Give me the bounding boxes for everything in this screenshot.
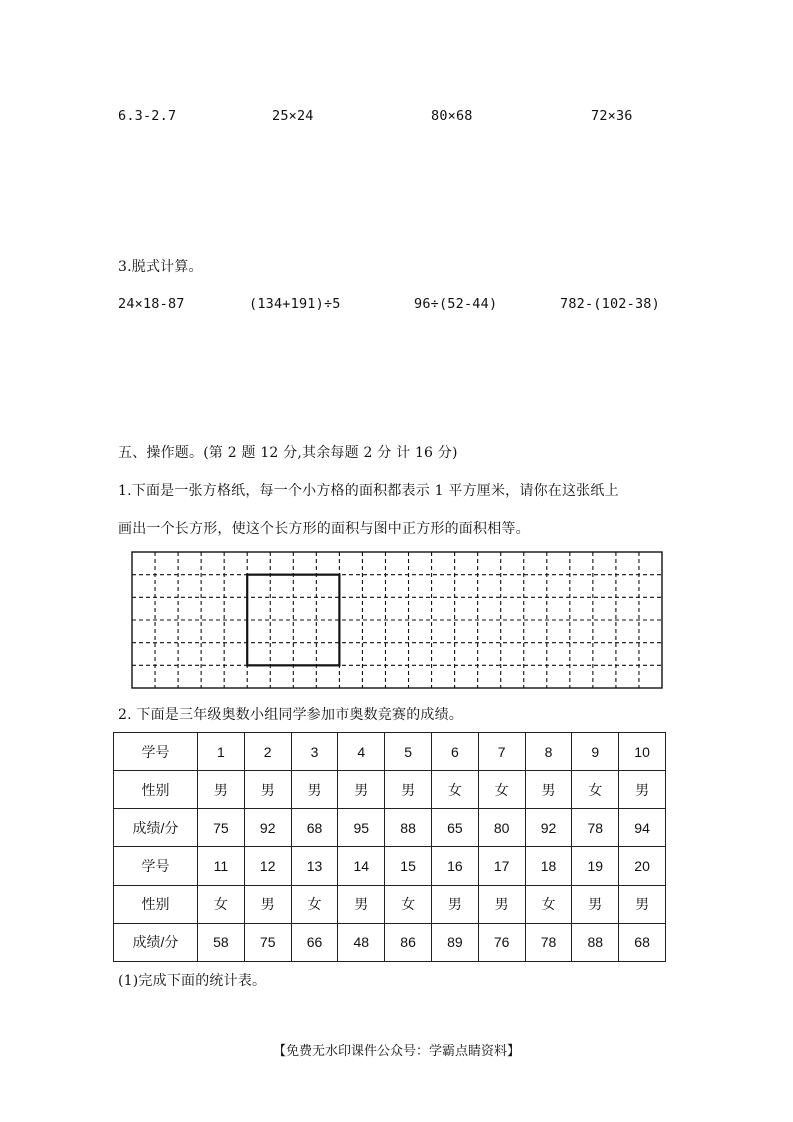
- table-cell: 女: [198, 885, 245, 923]
- table-cell: 88: [572, 923, 619, 961]
- table-cell: 男: [431, 885, 478, 923]
- table-cell: 女: [431, 771, 478, 809]
- table-cell: 95: [338, 809, 385, 847]
- table-cell: 19: [572, 847, 619, 885]
- table-cell: 68: [619, 923, 666, 961]
- table-cell: 男: [572, 885, 619, 923]
- table-cell: 女: [478, 771, 525, 809]
- table-cell: 92: [525, 809, 572, 847]
- table-cell: 76: [478, 923, 525, 961]
- table-cell: 13: [291, 847, 338, 885]
- table-cell: 女: [385, 885, 432, 923]
- row-header-cell: 性别: [114, 771, 198, 809]
- table-cell: 女: [291, 885, 338, 923]
- table-cell: 9: [572, 733, 619, 771]
- table-cell: 3: [291, 733, 338, 771]
- calc-item-4: 72×36: [591, 108, 633, 124]
- table-cell: 男: [619, 771, 666, 809]
- table-cell: 女: [525, 885, 572, 923]
- table-cell: 86: [385, 923, 432, 961]
- table-cell: 18: [525, 847, 572, 885]
- table-cell: 58: [198, 923, 245, 961]
- table-cell: 男: [338, 885, 385, 923]
- table-cell: 16: [431, 847, 478, 885]
- section-title: 五、操作题。(第 2 题 12 分,其余每题 2 分 计 16 分): [118, 445, 458, 461]
- table-cell: 男: [385, 771, 432, 809]
- table-cell: 15: [385, 847, 432, 885]
- table-cell: 68: [291, 809, 338, 847]
- table-row: [114, 923, 666, 961]
- table-cell: 75: [198, 809, 245, 847]
- table-row: [114, 733, 666, 771]
- table-cell: 11: [198, 847, 245, 885]
- row-header-cell: 成绩/分: [114, 923, 198, 961]
- table-cell: 80: [478, 809, 525, 847]
- table-cell: 20: [619, 847, 666, 885]
- scores-table: [113, 732, 666, 962]
- table-cell: 男: [244, 771, 291, 809]
- table-cell: 75: [244, 923, 291, 961]
- question-1-line-1: 1.下面是一张方格纸，每一个小方格的面积都表示 1 平方厘米，请你在这张纸上: [118, 483, 619, 499]
- calc-item-3: 80×68: [431, 108, 473, 124]
- table-cell: 男: [619, 885, 666, 923]
- grid-paper[interactable]: [130, 550, 664, 690]
- question-2-title: 2. 下面是三年级奥数小组同学参加市奥数竞赛的成绩。: [118, 707, 464, 723]
- calc-item-1: 6.3-2.7: [118, 108, 177, 124]
- table-cell: 4: [338, 733, 385, 771]
- step-calc-item-1: 24×18-87: [118, 296, 185, 312]
- table-cell: 88: [385, 809, 432, 847]
- table-cell: 92: [244, 809, 291, 847]
- table-cell: 男: [198, 771, 245, 809]
- table-cell: 17: [478, 847, 525, 885]
- table-cell: 1: [198, 733, 245, 771]
- step-calc-title: 3.脱式计算。: [118, 259, 203, 275]
- table-cell: 女: [572, 771, 619, 809]
- row-header-cell: 学号: [114, 847, 198, 885]
- table-cell: 94: [619, 809, 666, 847]
- table-cell: 6: [431, 733, 478, 771]
- table-cell: 10: [619, 733, 666, 771]
- table-cell: 2: [244, 733, 291, 771]
- table-cell: 66: [291, 923, 338, 961]
- table-cell: 65: [431, 809, 478, 847]
- sub-question-1: (1)完成下面的统计表。: [118, 973, 267, 989]
- row-header-cell: 性别: [114, 885, 198, 923]
- table-row: [114, 809, 666, 847]
- calc-item-2: 25×24: [272, 108, 314, 124]
- table-cell: 48: [338, 923, 385, 961]
- table-cell: 5: [385, 733, 432, 771]
- question-1-line-2: 画出一个长方形，使这个长方形的面积与图中正方形的面积相等。: [118, 521, 530, 537]
- table-cell: 8: [525, 733, 572, 771]
- table-cell: 89: [431, 923, 478, 961]
- table-cell: 男: [291, 771, 338, 809]
- step-calc-item-2: (134+191)÷5: [249, 296, 341, 312]
- table-row: [114, 771, 666, 809]
- table-cell: 12: [244, 847, 291, 885]
- row-header-cell: 成绩/分: [114, 809, 198, 847]
- table-row: [114, 847, 666, 885]
- table-cell: 男: [338, 771, 385, 809]
- table-cell: 78: [572, 809, 619, 847]
- table-cell: 男: [244, 885, 291, 923]
- step-calc-item-3: 96÷(52-44): [414, 296, 498, 312]
- table-row: [114, 885, 666, 923]
- table-cell: 14: [338, 847, 385, 885]
- step-calc-item-4: 782-(102-38): [560, 296, 660, 312]
- table-cell: 78: [525, 923, 572, 961]
- table-cell: 男: [525, 771, 572, 809]
- grid-svg: [130, 550, 664, 690]
- table-cell: 男: [478, 885, 525, 923]
- table-cell: 7: [478, 733, 525, 771]
- footer-note: 【免费无水印课件公众号：学霸点睛资料】: [272, 1044, 520, 1059]
- row-header-cell: 学号: [114, 733, 198, 771]
